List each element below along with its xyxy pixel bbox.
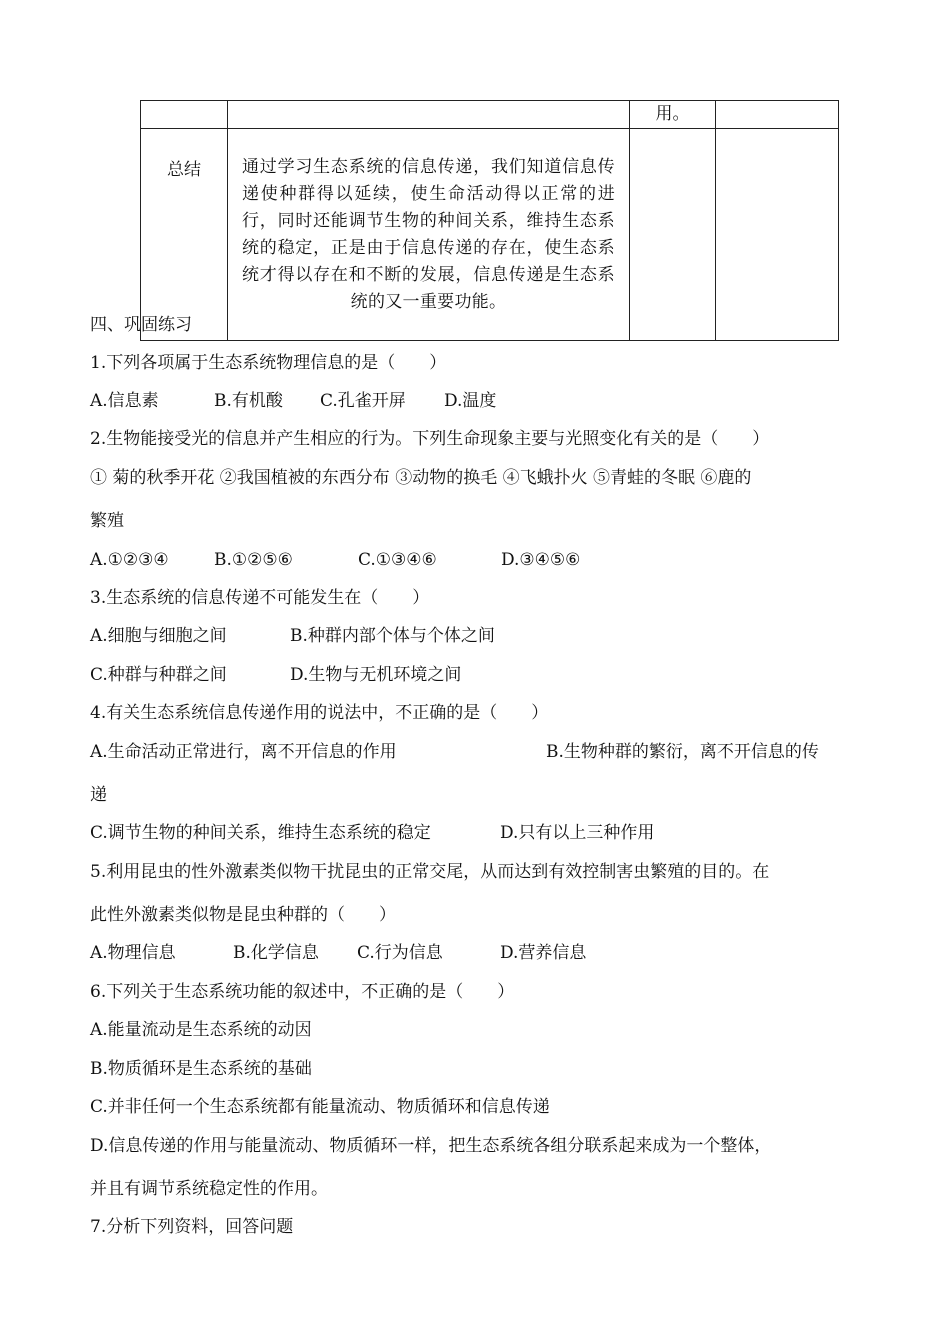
option-b: B.①②⑤⑥ [214,550,293,570]
question-3-options-row2 [90,663,870,687]
question-2-stem: 2.生物能接受光的信息并产生相应的行为。下列生命现象主要与光照变化有关的是（ ） [90,429,770,449]
option-a: A.物理信息 [90,943,176,963]
option-b: B.有机酸 [214,391,283,411]
question-1-stem: 1.下列各项属于生态系统物理信息的是（ ） [90,353,447,373]
question-3-stem: 3.生态系统的信息传递不可能发生在（ ） [90,588,430,608]
lesson-table [140,100,839,341]
table-row [141,129,839,341]
summary-label: 总结 [141,129,228,341]
question-5-stem: 5.利用昆虫的性外激素类似物干扰昆虫的正常交尾，从而达到有效控制害虫繁殖的目的。在 [90,862,770,882]
option-d: D.③④⑤⑥ [501,550,581,570]
question-2-stem-line3: 繁殖 [90,511,124,531]
question-2-options [90,548,870,572]
option-c: C.种群与种群之间 [90,665,227,685]
table-row [141,101,839,129]
question-4-options-row2 [90,821,870,845]
option-a: A.信息素 [90,391,159,411]
option-c: C.调节生物的种间关系，维持生态系统的稳定 [90,823,431,843]
option-d: D.只有以上三种作用 [500,823,655,843]
summary-text: 通过学习生态系统的信息传递，我们知道信息传递使种群得以延续，使生命活动得以正常的进行，同时还能调节生物的种间关系，维持生态系统的稳定，正是由于信息传递的存在，使生态系统才得以存在和不断的发展，信息传递是生态系统的又一重要功能。 [228,129,630,341]
table-cell: 用。 [630,101,716,129]
question-4-options-row1 [90,740,870,764]
question-7-stem: 7.分析下列资料，回答问题 [90,1217,294,1237]
question-2-stem-line2: ① 菊的秋季开花 ②我国植被的东西分布 ③动物的换毛 ④飞蛾扑火 ⑤青蛙的冬眠 ⑥鹿的 [90,468,752,488]
table-cell [716,101,839,129]
table-cell [716,129,839,341]
question-3-options-row1 [90,624,870,648]
option-d: D.温度 [444,391,497,411]
option-a: A.①②③④ [90,550,169,570]
option-d: D.信息传递的作用与能量流动、物质循环一样，把生态系统各组分联系起来成为一个整体， [90,1136,772,1156]
question-5-options [90,941,870,965]
option-b: B.化学信息 [233,943,319,963]
option-c: C.①③④⑥ [358,550,437,570]
question-1-options [90,389,870,413]
option-b: B.生物种群的繁衍，离不开信息的传 [546,742,819,762]
option-b: B.种群内部个体与个体之间 [290,626,495,646]
question-5-stem-line2: 此性外激素类似物是昆虫种群的（ ） [90,905,396,925]
question-6-stem: 6.下列关于生态系统功能的叙述中，不正确的是（ ） [90,982,515,1002]
option-d: D.营养信息 [500,943,587,963]
option-a: A.细胞与细胞之间 [90,626,227,646]
option-a: A.能量流动是生态系统的动因 [90,1020,312,1040]
question-4-option-b-cont: 递 [90,785,107,805]
table-cell [630,129,716,341]
option-a: A.生命活动正常进行，离不开信息的作用 [90,742,397,762]
option-c: C.并非任何一个生态系统都有能量流动、物质循环和信息传递 [90,1097,550,1117]
option-d-cont: 并且有调节系统稳定性的作用。 [90,1179,328,1199]
table-cell [141,101,228,129]
option-c: C.行为信息 [357,943,443,963]
option-b: B.物质循环是生态系统的基础 [90,1059,312,1079]
option-d: D.生物与无机环境之间 [290,665,462,685]
table-cell [228,101,630,129]
question-4-stem: 4.有关生态系统信息传递作用的说法中，不正确的是（ ） [90,703,549,723]
section-title: 四、巩固练习 [90,315,192,335]
option-c: C.孔雀开屏 [320,391,406,411]
